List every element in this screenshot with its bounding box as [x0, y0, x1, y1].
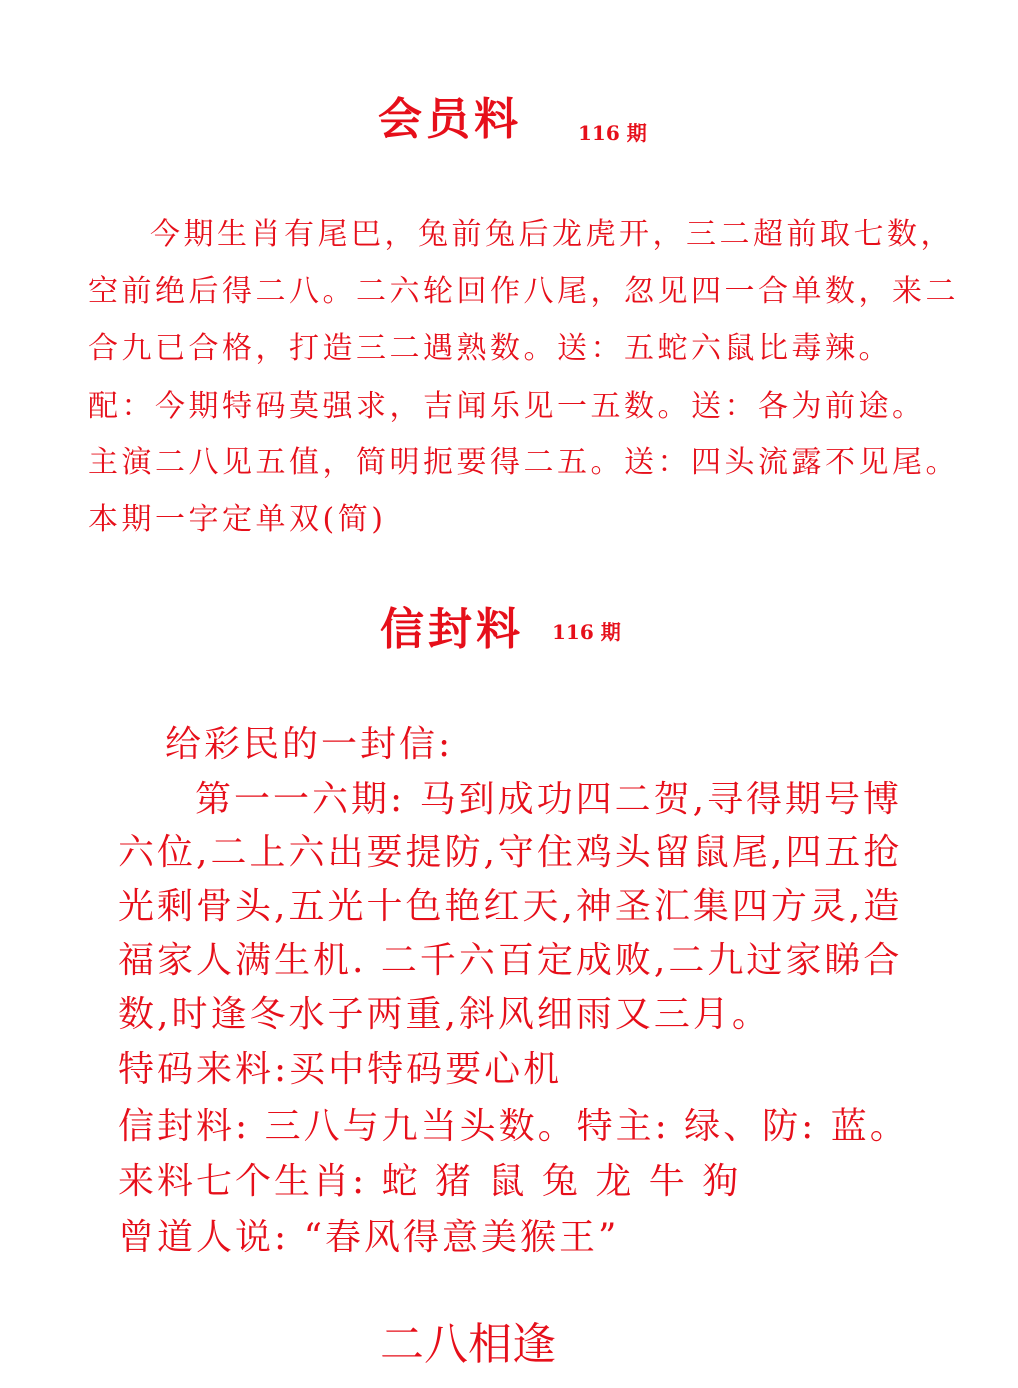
member-issue-label: 116 期: [578, 121, 647, 145]
member-line: 配：今期特码莫强求，吉闻乐见一五数。送：各为前途。: [88, 389, 926, 424]
envelope-line: 第一一六期: 马到成功四二贺,寻得期号博: [195, 779, 903, 820]
footer-text: 二八相逢: [380, 1319, 556, 1370]
member-line: 空前绝后得二八。二六轮回作八尾，忽见四一合单数，来二: [88, 274, 959, 309]
envelope-line: 来料七个生肖: 蛇 猪 鼠 兔 龙 牛 狗: [118, 1161, 742, 1202]
member-line: 本期一字定单双(简): [88, 502, 387, 537]
envelope-issue-label: 116 期: [552, 620, 621, 644]
envelope-line: 六位,二上六出要提防,守住鸡头留鼠尾,四五抢: [118, 832, 903, 873]
member-line: 今期生肖有尾巴，兔前兔后龙虎开，三二超前取七数，: [150, 217, 954, 252]
member-line: 主演二八见五值，简明扼要得二五。送：四头流露不见尾。: [88, 445, 959, 480]
envelope-greeting: 给彩民的一封信:: [165, 724, 454, 765]
envelope-line: 数,时逢冬水子两重,斜风细雨又三月。: [118, 994, 771, 1035]
envelope-line: 曾道人说: “春风得意美猴王”: [118, 1217, 620, 1258]
envelope-line: 福家人满生机. 二千六百定成败,二九过家睇合: [118, 940, 903, 981]
envelope-line: 光剩骨头,五光十色艳红天,神圣汇集四方灵,造: [118, 886, 903, 927]
member-line: 合九已合格，打造三二遇熟数。送：五蛇六鼠比毒辣。: [88, 331, 892, 366]
envelope-line: 特码来料:买中特码要心机: [118, 1049, 563, 1090]
envelope-line: 信封料: 三八与九当头数。特主: 绿、防: 蓝。: [118, 1106, 909, 1147]
envelope-title: 信封料: [380, 604, 524, 655]
member-title: 会员料: [378, 94, 522, 145]
